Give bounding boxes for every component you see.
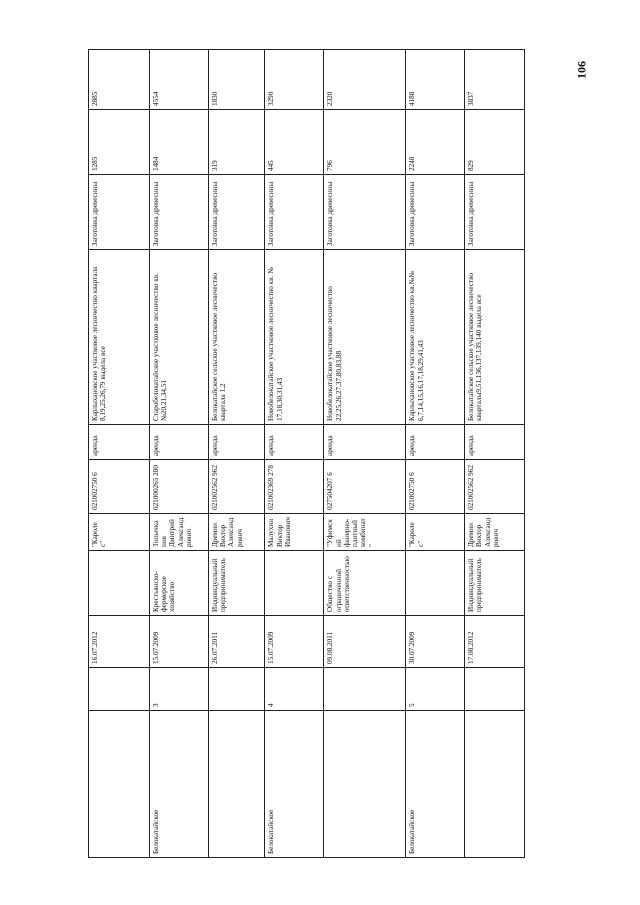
cell-inn: 027504207 6: [324, 460, 406, 514]
cell-no: 5: [406, 668, 465, 711]
cell-area: 2885: [89, 50, 150, 110]
cell-district: Белокатайское: [406, 711, 465, 858]
cell-location: Карлыхановское участковое лесничество кв.№№ 6,7,14,15,16,17,18,29,41,43: [406, 250, 465, 425]
page-number-text: 106: [574, 61, 589, 79]
cell-form: [406, 551, 465, 616]
cell-form: [265, 551, 324, 616]
cell-inn: 021002750 6: [89, 460, 150, 514]
cell-date: 26.07.2011: [208, 616, 265, 668]
cell-area: 2320: [324, 50, 406, 110]
cell-volume: 445: [265, 110, 324, 175]
cell-district: [465, 711, 525, 858]
cell-no: [208, 668, 265, 711]
cell-area: 4188: [406, 50, 465, 110]
cell-location: Новобелокатайское участковое лесничество 22,25,26,27,37,80,83,88: [324, 250, 406, 425]
cell-area: 3290: [265, 50, 324, 110]
cell-area: 3837: [465, 50, 525, 110]
cell-name: Дремин Виктор Александрович: [465, 514, 525, 551]
cell-no: [89, 668, 150, 711]
cell-no: [465, 668, 525, 711]
cell-use: аренда: [149, 425, 208, 460]
cell-name: Топычканов Дмитрий Александрович: [149, 514, 208, 551]
cell-location: Белокатайское сельское участковое лесничество квартала 1,2: [208, 250, 265, 425]
cell-purpose: Заготовка древесины: [208, 175, 265, 250]
table-wrapper: [88, 50, 525, 858]
table-row: [324, 50, 406, 858]
cell-date: 15.07.2009: [265, 616, 324, 668]
cell-date: 30.07.2009: [406, 616, 465, 668]
cell-volume: 1484: [149, 110, 208, 175]
cell-location: Новобелокатайское участковое лесничество кв. № 17,18,30,31,43: [265, 250, 324, 425]
cell-volume: 319: [208, 110, 265, 175]
cell-purpose: Заготовка древесины: [89, 175, 150, 250]
cell-name: Дремин Виктор Александрович: [208, 514, 265, 551]
cell-volume: 829: [465, 110, 525, 175]
cell-volume: 1285: [89, 110, 150, 175]
cell-inn: 021002750 6: [406, 460, 465, 514]
cell-volume: 2248: [406, 110, 465, 175]
cell-inn: 021002562 962: [465, 460, 525, 514]
cell-inn: 021002562 962: [208, 460, 265, 514]
cell-use: аренда: [89, 425, 150, 460]
cell-purpose: Заготовка древесины: [465, 175, 525, 250]
cell-name: "Кароле с": [406, 514, 465, 551]
cell-name: "Уфимский фанерно-плитный комбинат": [324, 514, 406, 551]
cell-purpose: Заготовка древесины: [324, 175, 406, 250]
cell-area: 1830: [208, 50, 265, 110]
cell-no: [324, 668, 406, 711]
cell-use: аренда: [465, 425, 525, 460]
table-row: [265, 50, 324, 858]
cell-form: Общество с ограниченной ответственностью: [324, 551, 406, 616]
cell-district: [208, 711, 265, 858]
table-row: [208, 50, 265, 858]
cell-purpose: Заготовка древесины: [265, 175, 324, 250]
cell-location: Старобелокатайское участковое лесничество кв.№20,21,34,51: [149, 250, 208, 425]
cell-form: Индивидуальный предприниматель: [208, 551, 265, 616]
cell-date: 09.08.2011: [324, 616, 406, 668]
cell-date: 15.07.2009: [149, 616, 208, 668]
table-row: [149, 50, 208, 858]
cell-purpose: Заготовка древесины: [149, 175, 208, 250]
cell-purpose: Заготовка древесины: [406, 175, 465, 250]
cell-date: 17.08.2012: [465, 616, 525, 668]
cell-use: аренда: [265, 425, 324, 460]
page-number: [571, 55, 593, 85]
table-row: [465, 50, 525, 858]
cell-form: Крестьянско-фермерское хозяйство: [149, 551, 208, 616]
cell-name: "Кароле с": [89, 514, 150, 551]
cell-location: Белокатайское сельское участковое лесничество кварталы9,51,136,137,139,140 выдела все: [465, 250, 525, 425]
cell-no: 3: [149, 668, 208, 711]
cell-use: аренда: [208, 425, 265, 460]
cell-name: Малухин Виктор Иванович: [265, 514, 324, 551]
cell-area: 4554: [149, 50, 208, 110]
cell-form: Индивидуальный предприниматель: [465, 551, 525, 616]
cell-district: [324, 711, 406, 858]
cell-no: 4: [265, 668, 324, 711]
cell-volume: 796: [324, 110, 406, 175]
cell-district: Белокатайское: [149, 711, 208, 858]
forest-lease-table: [88, 49, 525, 858]
cell-location: Карлыхановское участковое лесничество квартала 8,19,25,26,79 выдела все: [89, 250, 150, 425]
cell-form: [89, 551, 150, 616]
cell-inn: 021000265 280: [149, 460, 208, 514]
table-row: [89, 50, 150, 858]
cell-use: аренда: [406, 425, 465, 460]
cell-district: Белокатайское: [265, 711, 324, 858]
cell-district: [89, 711, 150, 858]
table-row: [406, 50, 465, 858]
cell-use: аренда: [324, 425, 406, 460]
cell-date: 16.07.2012: [89, 616, 150, 668]
cell-inn: 021002369 278: [265, 460, 324, 514]
